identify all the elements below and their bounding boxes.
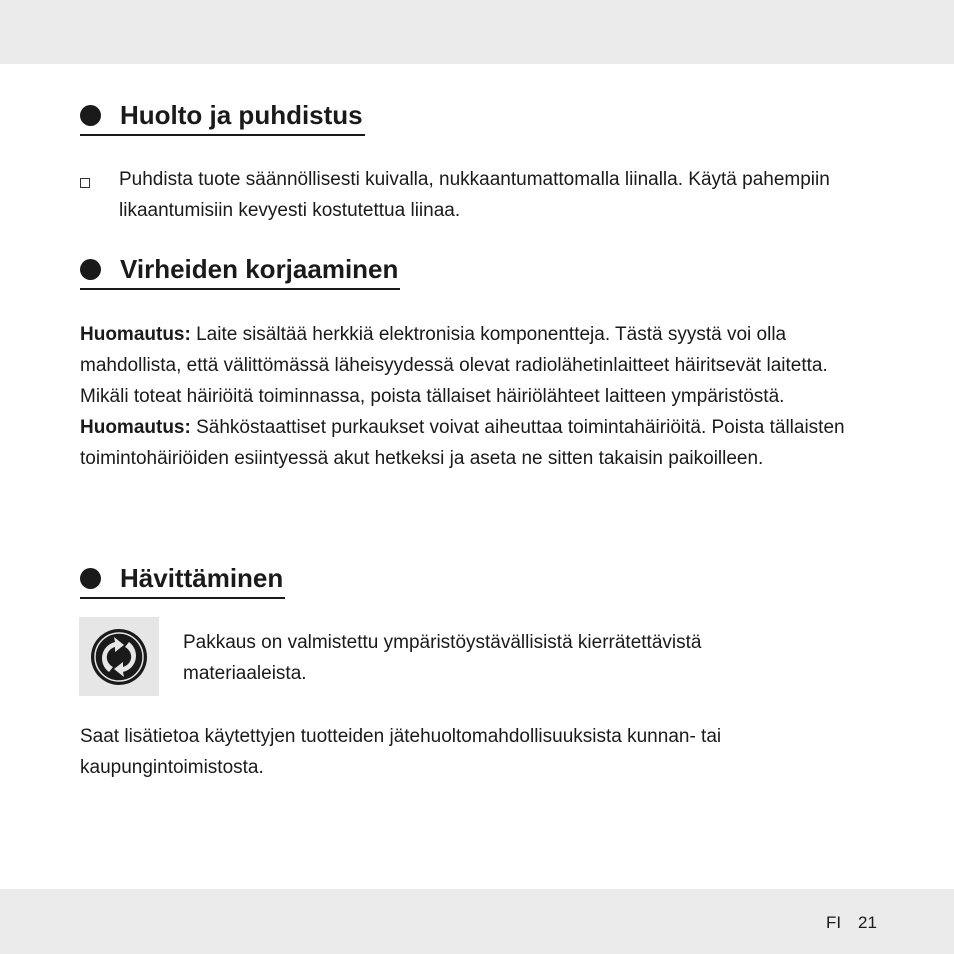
- note-label: Huomautus:: [80, 417, 191, 438]
- note-text: Sähköstaattiset purkaukset voivat aiheuttaa toimintahäiriöitä. Poista tällaisten toimintohäiriöiden esiintyessä akut hetkeksi ja aseta ne sitten takaisin paikoilleen.: [80, 417, 845, 469]
- page-number: 21: [858, 913, 877, 932]
- section-heading-disposal: [80, 562, 285, 599]
- care-instruction: Puhdista tuote säännöllisesti kuivalla, nukkaantumattomalla liinalla. Käytä pahempiin likaantumisiin kevyesti kostutettua liinaa.: [119, 169, 830, 221]
- recycling-green-dot-icon: [79, 617, 159, 696]
- checkbox-bullet-icon: [80, 178, 90, 188]
- section-heading-troubleshooting: [80, 253, 400, 290]
- section-title: Hävittäminen: [120, 563, 284, 593]
- bottom-band: [0, 889, 954, 954]
- section-heading-care: [80, 99, 365, 136]
- section-title: Virheiden korjaaminen: [120, 254, 399, 284]
- note-paragraph: [80, 412, 880, 474]
- bullet-dot-icon: [80, 259, 101, 280]
- bullet-dot-icon: [80, 568, 101, 589]
- packaging-info: Pakkaus on valmistettu ympäristöystävällisistä kierrätettävistä materiaaleista.: [183, 632, 702, 684]
- troubleshooting-notes: [80, 319, 880, 474]
- note-label: Huomautus:: [80, 324, 191, 345]
- note-text: Laite sisältää herkkiä elektronisia komponentteja. Tästä syystä voi olla mahdollista, että välittömässä läheisyydessä olevat radiolähetinlaitteet häiritsevät laitetta. Mikäli toteat häiriöitä toiminnassa, poista tällaiset häiriölähteet laitteen ympäristöstä.: [80, 324, 828, 407]
- bullet-dot-icon: [80, 105, 101, 126]
- section-title: Huolto ja puhdistus: [120, 100, 363, 130]
- footer-language: FI: [826, 913, 842, 932]
- note-paragraph: [80, 319, 880, 412]
- top-band: [0, 0, 954, 64]
- disposal-info: Saat lisätietoa käytettyjen tuotteiden jätehuoltomahdollisuuksista kunnan- tai kaupungintoimistosta.: [80, 726, 722, 778]
